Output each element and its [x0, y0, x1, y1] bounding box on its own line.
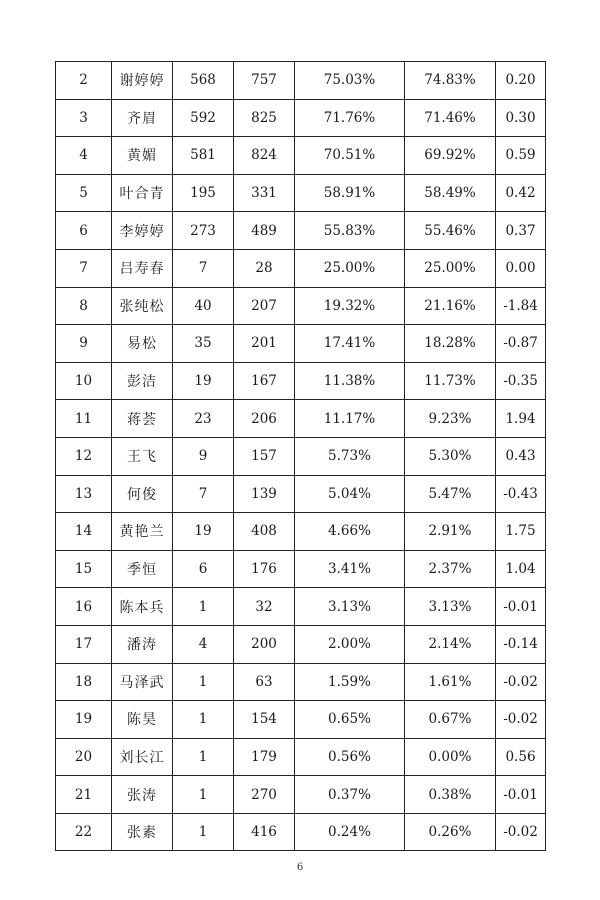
rank-cell: 9: [56, 325, 112, 363]
count-cell: 1: [173, 588, 234, 626]
name-cell: 齐眉: [112, 99, 173, 137]
name-cell: 李婷婷: [112, 212, 173, 250]
prev-rate-cell: 55.46%: [405, 212, 496, 250]
rank-cell: 10: [56, 362, 112, 400]
table-row: [56, 776, 546, 814]
rate-cell: 70.51%: [295, 137, 405, 175]
count-cell: 7: [173, 475, 234, 513]
diff-cell: -0.02: [496, 813, 546, 851]
data-table: [55, 61, 546, 851]
diff-cell: 1.94: [496, 400, 546, 438]
prev-rate-cell: 3.13%: [405, 588, 496, 626]
prev-rate-cell: 18.28%: [405, 325, 496, 363]
total-cell: 757: [234, 62, 295, 100]
count-cell: 1: [173, 813, 234, 851]
rate-cell: 3.13%: [295, 588, 405, 626]
total-cell: 270: [234, 776, 295, 814]
count-cell: 19: [173, 513, 234, 551]
prev-rate-cell: 71.46%: [405, 99, 496, 137]
total-cell: 331: [234, 174, 295, 212]
name-cell: 张纯松: [112, 287, 173, 325]
rate-cell: 58.91%: [295, 174, 405, 212]
rate-cell: 1.59%: [295, 663, 405, 701]
diff-cell: -0.14: [496, 625, 546, 663]
prev-rate-cell: 0.00%: [405, 738, 496, 776]
rank-cell: 5: [56, 174, 112, 212]
prev-rate-cell: 58.49%: [405, 174, 496, 212]
prev-rate-cell: 5.47%: [405, 475, 496, 513]
prev-rate-cell: 69.92%: [405, 137, 496, 175]
count-cell: 581: [173, 137, 234, 175]
count-cell: 4: [173, 625, 234, 663]
prev-rate-cell: 9.23%: [405, 400, 496, 438]
prev-rate-cell: 2.14%: [405, 625, 496, 663]
diff-cell: 0.43: [496, 437, 546, 475]
name-cell: 黄媚: [112, 137, 173, 175]
table-row: [56, 287, 546, 325]
name-cell: 季恒: [112, 550, 173, 588]
rate-cell: 4.66%: [295, 513, 405, 551]
table-row: [56, 99, 546, 137]
name-cell: 彭洁: [112, 362, 173, 400]
prev-rate-cell: 74.83%: [405, 62, 496, 100]
total-cell: 176: [234, 550, 295, 588]
prev-rate-cell: 5.30%: [405, 437, 496, 475]
total-cell: 157: [234, 437, 295, 475]
rank-cell: 13: [56, 475, 112, 513]
table-row: [56, 137, 546, 175]
total-cell: 489: [234, 212, 295, 250]
diff-cell: 1.75: [496, 513, 546, 551]
name-cell: 蒋荟: [112, 400, 173, 438]
name-cell: 叶合青: [112, 174, 173, 212]
count-cell: 568: [173, 62, 234, 100]
name-cell: 何俊: [112, 475, 173, 513]
diff-cell: -0.87: [496, 325, 546, 363]
diff-cell: -0.01: [496, 588, 546, 626]
table-row: [56, 475, 546, 513]
total-cell: 167: [234, 362, 295, 400]
prev-rate-cell: 11.73%: [405, 362, 496, 400]
name-cell: 陈昊: [112, 701, 173, 739]
rate-cell: 0.24%: [295, 813, 405, 851]
rate-cell: 11.38%: [295, 362, 405, 400]
table-row: [56, 174, 546, 212]
rate-cell: 5.73%: [295, 437, 405, 475]
total-cell: 32: [234, 588, 295, 626]
name-cell: 易松: [112, 325, 173, 363]
diff-cell: 0.20: [496, 62, 546, 100]
table-row: [56, 325, 546, 363]
count-cell: 273: [173, 212, 234, 250]
name-cell: 张素: [112, 813, 173, 851]
rank-cell: 19: [56, 701, 112, 739]
total-cell: 28: [234, 249, 295, 287]
total-cell: 824: [234, 137, 295, 175]
diff-cell: 0.56: [496, 738, 546, 776]
name-cell: 张涛: [112, 776, 173, 814]
rate-cell: 0.56%: [295, 738, 405, 776]
rank-cell: 15: [56, 550, 112, 588]
name-cell: 吕寿春: [112, 249, 173, 287]
count-cell: 40: [173, 287, 234, 325]
diff-cell: 0.00: [496, 249, 546, 287]
rank-cell: 14: [56, 513, 112, 551]
rate-cell: 0.37%: [295, 776, 405, 814]
table-row: [56, 400, 546, 438]
rank-cell: 6: [56, 212, 112, 250]
rate-cell: 17.41%: [295, 325, 405, 363]
prev-rate-cell: 21.16%: [405, 287, 496, 325]
name-cell: 王飞: [112, 437, 173, 475]
name-cell: 刘长江: [112, 738, 173, 776]
rank-cell: 12: [56, 437, 112, 475]
rank-cell: 2: [56, 62, 112, 100]
table-row: [56, 249, 546, 287]
table-row: [56, 813, 546, 851]
total-cell: 201: [234, 325, 295, 363]
rate-cell: 71.76%: [295, 99, 405, 137]
prev-rate-cell: 2.91%: [405, 513, 496, 551]
count-cell: 9: [173, 437, 234, 475]
diff-cell: 0.30: [496, 99, 546, 137]
table-row: [56, 738, 546, 776]
name-cell: 黄艳兰: [112, 513, 173, 551]
name-cell: 马泽武: [112, 663, 173, 701]
rate-cell: 2.00%: [295, 625, 405, 663]
name-cell: 潘涛: [112, 625, 173, 663]
count-cell: 1: [173, 776, 234, 814]
total-cell: 825: [234, 99, 295, 137]
rate-cell: 75.03%: [295, 62, 405, 100]
total-cell: 63: [234, 663, 295, 701]
rate-cell: 25.00%: [295, 249, 405, 287]
rank-cell: 17: [56, 625, 112, 663]
rank-cell: 18: [56, 663, 112, 701]
count-cell: 195: [173, 174, 234, 212]
total-cell: 139: [234, 475, 295, 513]
diff-cell: -0.01: [496, 776, 546, 814]
name-cell: 谢婷婷: [112, 62, 173, 100]
total-cell: 154: [234, 701, 295, 739]
diff-cell: -0.35: [496, 362, 546, 400]
prev-rate-cell: 0.26%: [405, 813, 496, 851]
rate-cell: 55.83%: [295, 212, 405, 250]
table-row: [56, 663, 546, 701]
diff-cell: 0.37: [496, 212, 546, 250]
prev-rate-cell: 25.00%: [405, 249, 496, 287]
table-row: [56, 625, 546, 663]
rank-cell: 7: [56, 249, 112, 287]
count-cell: 35: [173, 325, 234, 363]
rank-cell: 4: [56, 137, 112, 175]
rank-cell: 21: [56, 776, 112, 814]
rate-cell: 11.17%: [295, 400, 405, 438]
rank-cell: 11: [56, 400, 112, 438]
diff-cell: -0.02: [496, 701, 546, 739]
rate-cell: 3.41%: [295, 550, 405, 588]
table-body: [56, 62, 546, 851]
table-row: [56, 513, 546, 551]
count-cell: 1: [173, 701, 234, 739]
count-cell: 6: [173, 550, 234, 588]
rate-cell: 5.04%: [295, 475, 405, 513]
rate-cell: 0.65%: [295, 701, 405, 739]
count-cell: 7: [173, 249, 234, 287]
total-cell: 416: [234, 813, 295, 851]
prev-rate-cell: 1.61%: [405, 663, 496, 701]
rank-cell: 20: [56, 738, 112, 776]
rank-cell: 22: [56, 813, 112, 851]
table-row: [56, 701, 546, 739]
total-cell: 200: [234, 625, 295, 663]
prev-rate-cell: 0.38%: [405, 776, 496, 814]
rate-cell: 19.32%: [295, 287, 405, 325]
diff-cell: 0.42: [496, 174, 546, 212]
prev-rate-cell: 2.37%: [405, 550, 496, 588]
table-row: [56, 212, 546, 250]
rank-cell: 3: [56, 99, 112, 137]
diff-cell: -1.84: [496, 287, 546, 325]
count-cell: 1: [173, 738, 234, 776]
table-row: [56, 62, 546, 100]
count-cell: 23: [173, 400, 234, 438]
diff-cell: -0.43: [496, 475, 546, 513]
diff-cell: 0.59: [496, 137, 546, 175]
diff-cell: 1.04: [496, 550, 546, 588]
table-row: [56, 550, 546, 588]
table-row: [56, 437, 546, 475]
name-cell: 陈本兵: [112, 588, 173, 626]
table-row: [56, 362, 546, 400]
count-cell: 1: [173, 663, 234, 701]
table-row: [56, 588, 546, 626]
total-cell: 206: [234, 400, 295, 438]
rank-cell: 8: [56, 287, 112, 325]
rank-cell: 16: [56, 588, 112, 626]
total-cell: 207: [234, 287, 295, 325]
page-number: 6: [296, 862, 304, 873]
count-cell: 592: [173, 99, 234, 137]
total-cell: 179: [234, 738, 295, 776]
count-cell: 19: [173, 362, 234, 400]
total-cell: 408: [234, 513, 295, 551]
diff-cell: -0.02: [496, 663, 546, 701]
prev-rate-cell: 0.67%: [405, 701, 496, 739]
